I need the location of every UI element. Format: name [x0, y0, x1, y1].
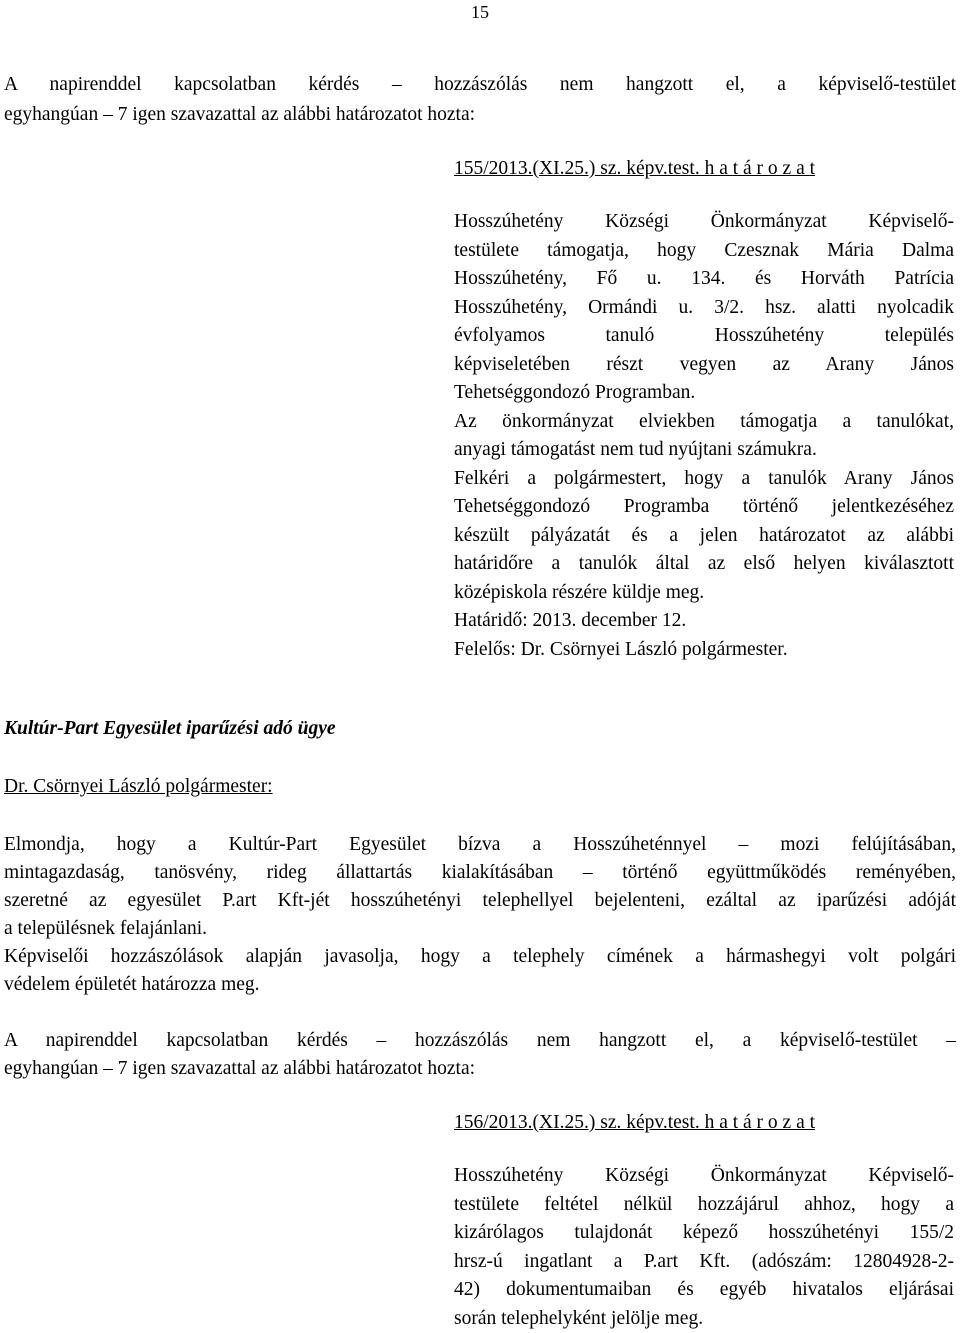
resolution-line: testülete támogatja, hogy Czesznak Mária Dalma: [454, 239, 954, 261]
intro-line: egyhangúan – 7 igen szavazattal az alábbi határozatot hozta:: [4, 1058, 476, 1079]
resolution-line: során telephelyként jelölje meg.: [454, 1307, 704, 1329]
resolution-line: Az önkormányzat elviekben támogatja a tanulókat,: [454, 410, 954, 432]
resolution-line: középiskola részére küldje meg.: [454, 581, 705, 603]
resolution-line: kizárólagos tulajdonát képező hosszúhetényi 155/2: [454, 1222, 954, 1243]
resolution-line: Felkéri a polgármestert, hogy a tanulók Arany János: [454, 467, 954, 489]
resolution-line: 42) dokumentumaiban és egyéb hivatalos eljárásai: [454, 1279, 954, 1300]
speaker-label: Dr. Csörnyei László polgármester:: [4, 776, 273, 797]
resolution-line: anyagi támogatást nem tud nyújtani számukra.: [454, 439, 817, 460]
resolution-155: [454, 154, 954, 664]
resolution-line: Hosszúhetény Községi Önkormányzat Képviselő-: [454, 1165, 954, 1186]
resolution-line: Tehetséggondozó Programban.: [454, 382, 696, 403]
body-line: Képviselői hozzászólások alapján javasolja, hogy a telephely címének a hármashegyi volt polgári: [4, 946, 956, 967]
section-heading: Kultúr-Part Egyesület iparűzési adó ügye: [4, 718, 336, 739]
resolution-156: [454, 1108, 954, 1333]
resolution-line: képviseletében részt vegyen az Arany János: [454, 353, 954, 375]
body-line: szeretné az egyesület P.art Kft-jét hosszúhetényi telephellyel bejelenteni, ezáltal az iparűzési adóját: [4, 890, 956, 911]
resolution-title: [454, 154, 954, 184]
intro-line: A napirenddel kapcsolatban kérdés – hozzászólás nem hangzott el, a képviselő-testület: [4, 74, 956, 95]
body-line: a településnek felajánlani.: [4, 918, 208, 939]
resolution-line: készült pályázatát és a jelen határozatot az alábbi: [454, 524, 954, 546]
resolution-line: Hosszúhetény, Ormándi u. 3/2. hsz. alatti nyolcadik: [454, 296, 954, 318]
body-line: Elmondja, hogy a Kultúr-Part Egyesület bízva a Hosszúheténnyel – mozi felújításában,: [4, 834, 956, 855]
intro-line: egyhangúan – 7 igen szavazattal az alábbi határozatot hozta:: [4, 104, 476, 125]
body-line: védelem épületét határozza meg.: [4, 974, 260, 995]
deadline-line: Határidő: 2013. december 12.: [454, 610, 687, 631]
resolution-title-text: 155/2013.(XI.25.) sz. képv.test. h a t á r o z a t: [454, 158, 816, 179]
resolution-line: határidőre a tanulók által az első helyen kiválasztott: [454, 553, 954, 574]
intro-line: A napirenddel kapcsolatban kérdés – hozzászólás nem hangzott el, a képviselő-testület –: [4, 1030, 956, 1051]
resolution-line: évfolyamos tanuló Hosszúhetény település: [454, 325, 954, 346]
body-line: mintagazdaság, tanösvény, rideg állattartás kialakításában – történő együttműködés reményében,: [4, 862, 956, 883]
resolution-line: testülete feltétel nélkül hozzájárul ahhoz, hogy a: [454, 1193, 954, 1215]
resolution-title: [454, 1108, 954, 1138]
resolution-title-text: 156/2013.(XI.25.) sz. képv.test. h a t á r o z a t: [454, 1112, 816, 1133]
resolution-line: Hosszúhetény Községi Önkormányzat Képviselő-: [454, 211, 954, 232]
resolution-line: Hosszúhetény, Fő u. 134. és Horváth Patrícia: [454, 268, 954, 289]
page-number: 15: [471, 2, 489, 22]
resolution-line: Tehetséggondozó Programba történő jelentkezéséhez: [454, 496, 954, 517]
responsible-line: Felelős: Dr. Csörnyei László polgármester.: [454, 638, 788, 660]
resolution-line: hrsz-ú ingatlant a P.art Kft. (adószám: 12804928-2-: [454, 1250, 954, 1272]
